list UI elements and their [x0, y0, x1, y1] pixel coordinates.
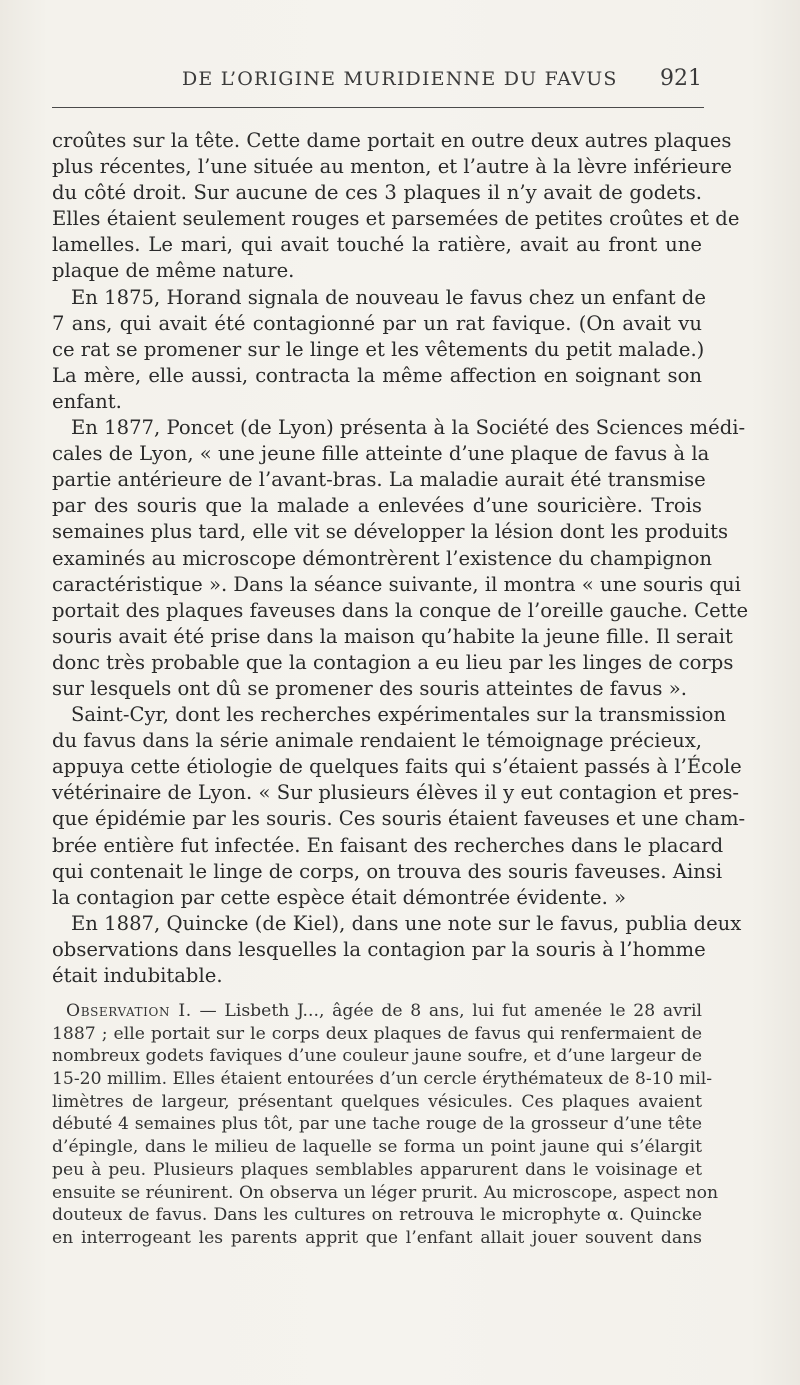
text-line: que épidémie par les souris. Ces souris étaient faveuses et une cham-	[52, 807, 746, 831]
text-line: du favus dans la série animale rendaient le témoignage précieux,	[52, 729, 702, 753]
text-line: semaines plus tard, elle vit se développer la lésion dont les produits	[52, 520, 728, 544]
note-line: peu à peu. Plusieurs plaques semblables apparurent dans le voisinage et	[52, 1159, 702, 1180]
observation-label: Observation I.	[66, 1001, 192, 1021]
note-line: limètres de largeur, présentant quelques vésicules. Ces plaques avaient	[52, 1091, 702, 1112]
header-rule	[52, 107, 704, 108]
text-line: caractéristique ». Dans la séance suivante, il montra « une souris qui	[52, 572, 741, 596]
note-line: débuté 4 semaines plus tôt, par une tache rouge de la grosseur d’une tête	[52, 1114, 702, 1135]
page-number: 921	[660, 66, 702, 91]
text-line: observations dans lesquelles la contagion par la souris à l’homme	[52, 937, 706, 961]
note-first-line-text: — Lisbeth J..., âgée de 8 ans, lui fut amenée le 28 avril	[191, 1001, 703, 1021]
text-line: du côté droit. Sur aucune de ces 3 plaques il n’y avait de godets.	[52, 181, 702, 205]
note-line	[52, 1000, 702, 1023]
note-line: douteux de favus. Dans les cultures on retrouva le microphyte α. Quincke	[52, 1205, 702, 1226]
text-line: partie antérieure de l’avant-bras. La maladie aurait été transmise	[52, 468, 706, 492]
text-line: La mère, elle aussi, contracta la même affection en soignant son	[52, 363, 702, 387]
running-head	[52, 68, 702, 98]
text-line: lamelles. Le mari, qui avait touché la ratière, avait au front une	[52, 233, 702, 257]
text-line: souris avait été prise dans la maison qu’habite la jeune fille. Il serait	[52, 624, 733, 648]
text-line: brée entière fut infectée. En faisant des recherches dans le placard	[52, 833, 724, 857]
text-line: En 1887, Quincke (de Kiel), dans une note sur le favus, publia deux	[71, 911, 742, 935]
text-line: donc très probable que la contagion a eu lieu par les linges de corps	[52, 650, 734, 674]
note-line: d’épingle, dans le milieu de laquelle se forma un point jaune qui s’élargit	[52, 1137, 702, 1158]
text-line: la contagion par cette espèce était démontrée évidente. »	[52, 885, 627, 909]
text-line: sur lesquels ont dû se promener des souris atteintes de favus ».	[52, 676, 687, 700]
text-line: croûtes sur la tête. Cette dame portait en outre deux autres plaques	[52, 129, 732, 152]
text-line: par des souris que la malade a enlevées d’une souricière. Trois	[52, 494, 702, 518]
observation-note	[52, 1000, 719, 1250]
note-line: nombreux godets faviques d’une couleur jaune soufre, et d’une largeur de	[52, 1046, 702, 1067]
text-line: était indubitable.	[52, 964, 223, 987]
note-line: 15-20 millim. Elles étaient entourées d’un cercle érythémateux de 8-10 mil-	[52, 1069, 713, 1090]
text-line: ce rat se promener sur le linge et les vêtements du petit malade.)	[52, 337, 705, 361]
main-text	[52, 128, 749, 989]
text-line: plaque de même nature.	[52, 259, 295, 283]
text-line: enfant.	[52, 389, 122, 413]
text-line: cales de Lyon, « une jeune fille atteinte d’une plaque de favus à la	[52, 442, 710, 466]
text-line: Elles étaient seulement rouges et parsemées de petites croûtes et de	[52, 207, 740, 231]
text-line: appuya cette étiologie de quelques faits qui s’étaient passés à l’École	[52, 755, 742, 779]
text-line: vétérinaire de Lyon. « Sur plusieurs élèves il y eut contagion et pres-	[52, 781, 740, 805]
text-line: examinés au microscope démontrèrent l’existence du champignon	[52, 546, 713, 570]
note-line: en interrogeant les parents apprit que l’enfant allait jouer souvent dans	[52, 1227, 702, 1248]
text-line: En 1877, Poncet (de Lyon) présenta à la Société des Sciences médi-	[71, 416, 746, 440]
text-line: portait des plaques faveuses dans la conque de l’oreille gauche. Cette	[52, 598, 749, 622]
text-line: plus récentes, l’une située au menton, et l’autre à la lèvre inférieure	[52, 155, 733, 179]
text-line: Saint-Cyr, dont les recherches expérimentales sur la transmission	[71, 703, 727, 727]
running-title: DE L’ORIGINE MURIDIENNE DU FAVUS	[182, 68, 618, 90]
note-line: 1887 ; elle portait sur le corps deux plaques de favus qui renfermaient de	[52, 1023, 702, 1044]
text-line: 7 ans, qui avait été contagionné par un rat favique. (On avait vu	[52, 311, 702, 335]
text-line: En 1875, Horand signala de nouveau le favus chez un enfant de	[71, 285, 706, 309]
text-line: qui contenait le linge de corps, on trouva des souris faveuses. Ainsi	[52, 859, 723, 883]
note-line: ensuite se réunirent. On observa un léger prurit. Au microscope, aspect non	[52, 1182, 719, 1203]
